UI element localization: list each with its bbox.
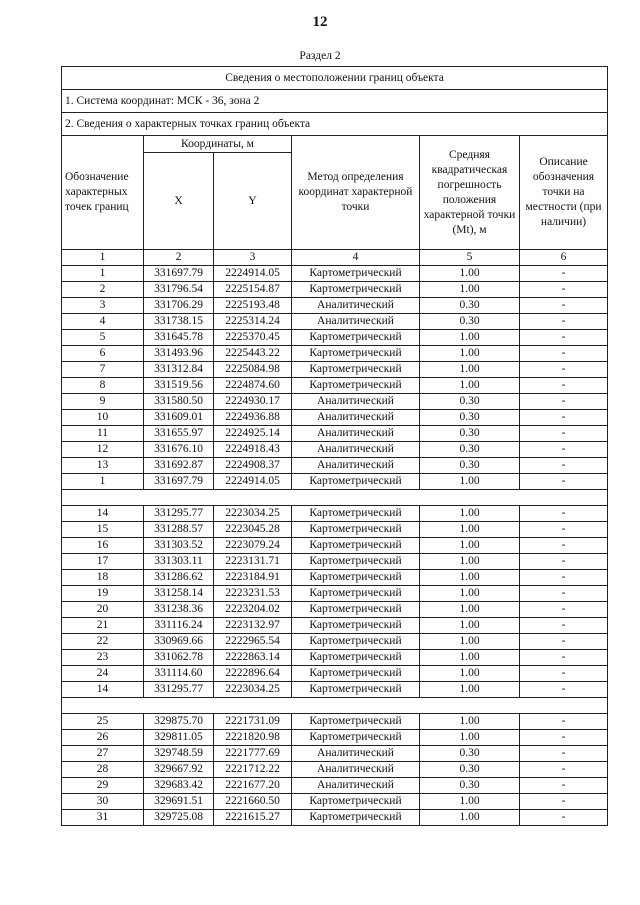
point-number-cell: 27 — [62, 746, 144, 762]
y-coordinate-cell: 2222965.54 — [214, 634, 292, 650]
x-coordinate-cell: 331238.36 — [144, 602, 214, 618]
column-number: 3 — [214, 250, 292, 266]
separator-cell — [62, 698, 608, 714]
table-row — [62, 650, 608, 666]
x-coordinate-cell: 329748.59 — [144, 746, 214, 762]
point-number-cell: 4 — [62, 314, 144, 330]
y-coordinate-cell: 2223184.91 — [214, 570, 292, 586]
y-coordinate-cell: 2223131.71 — [214, 554, 292, 570]
method-cell: Картометрический — [292, 586, 420, 602]
method-cell: Картометрический — [292, 650, 420, 666]
description-cell: - — [520, 314, 608, 330]
point-number-cell: 24 — [62, 666, 144, 682]
separator-cell — [62, 490, 608, 506]
table-row — [62, 570, 608, 586]
point-number-cell: 25 — [62, 714, 144, 730]
point-number-cell: 7 — [62, 362, 144, 378]
header-coordinates: Координаты, м — [144, 136, 292, 153]
point-number-cell: 11 — [62, 426, 144, 442]
description-cell: - — [520, 522, 608, 538]
method-cell: Картометрический — [292, 538, 420, 554]
table-row — [62, 362, 608, 378]
header-method: Метод определения координат характерной точки — [292, 136, 420, 250]
method-cell: Картометрический — [292, 730, 420, 746]
column-number: 2 — [144, 250, 214, 266]
header-accuracy: Средняя квадратическая погрешность положения характерной точки (Mt), м — [420, 136, 520, 250]
method-cell: Аналитический — [292, 458, 420, 474]
point-number-cell: 14 — [62, 506, 144, 522]
description-cell: - — [520, 458, 608, 474]
accuracy-cell: 1.00 — [420, 810, 520, 826]
y-coordinate-cell: 2224874.60 — [214, 378, 292, 394]
page-number: 12 — [312, 14, 328, 30]
y-coordinate-cell: 2221820.98 — [214, 730, 292, 746]
description-cell: - — [520, 778, 608, 794]
table-row — [62, 522, 608, 538]
x-coordinate-cell: 331295.77 — [144, 506, 214, 522]
table-row — [62, 298, 608, 314]
table-row — [62, 282, 608, 298]
y-coordinate-cell: 2224914.05 — [214, 266, 292, 282]
point-number-cell: 20 — [62, 602, 144, 618]
description-cell: - — [520, 330, 608, 346]
x-coordinate-cell: 331738.15 — [144, 314, 214, 330]
description-cell: - — [520, 746, 608, 762]
point-number-cell: 14 — [62, 682, 144, 698]
column-number: 6 — [520, 250, 608, 266]
x-coordinate-cell: 331609.01 — [144, 410, 214, 426]
point-number-cell: 17 — [62, 554, 144, 570]
accuracy-cell: 1.00 — [420, 602, 520, 618]
x-coordinate-cell: 331697.79 — [144, 474, 214, 490]
description-cell: - — [520, 346, 608, 362]
accuracy-cell: 1.00 — [420, 474, 520, 490]
x-coordinate-cell: 331796.54 — [144, 282, 214, 298]
description-cell: - — [520, 554, 608, 570]
y-coordinate-cell: 2221712.22 — [214, 762, 292, 778]
y-coordinate-cell: 2224930.17 — [214, 394, 292, 410]
table-row — [62, 746, 608, 762]
description-cell: - — [520, 762, 608, 778]
accuracy-cell: 1.00 — [420, 330, 520, 346]
x-coordinate-cell: 329875.70 — [144, 714, 214, 730]
method-cell: Картометрический — [292, 666, 420, 682]
description-cell: - — [520, 570, 608, 586]
header-description: Описание обозначения точки на местности (при наличии) — [520, 136, 608, 250]
y-coordinate-cell: 2221660.50 — [214, 794, 292, 810]
accuracy-cell: 0.30 — [420, 746, 520, 762]
accuracy-cell: 1.00 — [420, 682, 520, 698]
y-coordinate-cell: 2223079.24 — [214, 538, 292, 554]
point-number-cell: 2 — [62, 282, 144, 298]
table-row — [62, 602, 608, 618]
method-cell: Аналитический — [292, 410, 420, 426]
method-cell: Картометрический — [292, 554, 420, 570]
accuracy-cell: 0.30 — [420, 762, 520, 778]
column-number: 1 — [62, 250, 144, 266]
x-coordinate-cell: 330969.66 — [144, 634, 214, 650]
header-x: X — [144, 153, 214, 250]
column-number: 4 — [292, 250, 420, 266]
description-cell: - — [520, 410, 608, 426]
description-cell: - — [520, 298, 608, 314]
point-number-cell: 12 — [62, 442, 144, 458]
method-cell: Картометрический — [292, 634, 420, 650]
accuracy-cell: 1.00 — [420, 506, 520, 522]
accuracy-cell: 1.00 — [420, 666, 520, 682]
y-coordinate-cell: 2223034.25 — [214, 682, 292, 698]
x-coordinate-cell: 329725.08 — [144, 810, 214, 826]
method-cell: Картометрический — [292, 714, 420, 730]
y-coordinate-cell: 2222896.64 — [214, 666, 292, 682]
x-coordinate-cell: 331295.77 — [144, 682, 214, 698]
accuracy-cell: 1.00 — [420, 650, 520, 666]
x-coordinate-cell: 331580.50 — [144, 394, 214, 410]
method-cell: Картометрический — [292, 362, 420, 378]
column-number: 5 — [420, 250, 520, 266]
description-cell: - — [520, 426, 608, 442]
group-separator-row — [62, 490, 608, 506]
point-number-cell: 18 — [62, 570, 144, 586]
table-row — [62, 378, 608, 394]
method-cell: Аналитический — [292, 746, 420, 762]
x-coordinate-cell: 331676.10 — [144, 442, 214, 458]
table-row — [62, 554, 608, 570]
table-row — [62, 266, 608, 282]
table-row — [62, 778, 608, 794]
table-row — [62, 762, 608, 778]
method-cell: Картометрический — [292, 266, 420, 282]
table-row — [62, 618, 608, 634]
point-number-cell: 19 — [62, 586, 144, 602]
accuracy-cell: 1.00 — [420, 618, 520, 634]
point-number-cell: 23 — [62, 650, 144, 666]
table-row — [62, 410, 608, 426]
y-coordinate-cell: 2222863.14 — [214, 650, 292, 666]
y-coordinate-cell: 2224936.88 — [214, 410, 292, 426]
x-coordinate-cell: 331303.11 — [144, 554, 214, 570]
y-coordinate-cell: 2221677.20 — [214, 778, 292, 794]
method-cell: Картометрический — [292, 522, 420, 538]
point-number-cell: 21 — [62, 618, 144, 634]
point-number-cell: 9 — [62, 394, 144, 410]
accuracy-cell: 1.00 — [420, 346, 520, 362]
point-number-cell: 31 — [62, 810, 144, 826]
point-number-cell: 3 — [62, 298, 144, 314]
y-coordinate-cell: 2225084.98 — [214, 362, 292, 378]
x-coordinate-cell: 331116.24 — [144, 618, 214, 634]
table-row — [62, 810, 608, 826]
table-row — [62, 666, 608, 682]
y-coordinate-cell: 2223231.53 — [214, 586, 292, 602]
accuracy-cell: 0.30 — [420, 394, 520, 410]
point-number-cell: 29 — [62, 778, 144, 794]
point-number-cell: 6 — [62, 346, 144, 362]
x-coordinate-cell: 331114.60 — [144, 666, 214, 682]
description-cell: - — [520, 282, 608, 298]
description-cell: - — [520, 794, 608, 810]
point-number-cell: 5 — [62, 330, 144, 346]
x-coordinate-cell: 331312.84 — [144, 362, 214, 378]
x-coordinate-cell: 331493.96 — [144, 346, 214, 362]
y-coordinate-cell: 2223045.28 — [214, 522, 292, 538]
x-coordinate-cell: 331288.57 — [144, 522, 214, 538]
description-cell: - — [520, 362, 608, 378]
x-coordinate-cell: 331697.79 — [144, 266, 214, 282]
accuracy-cell: 1.00 — [420, 714, 520, 730]
x-coordinate-cell: 331303.52 — [144, 538, 214, 554]
table-row — [62, 346, 608, 362]
description-cell: - — [520, 378, 608, 394]
method-cell: Картометрический — [292, 682, 420, 698]
description-cell: - — [520, 586, 608, 602]
method-cell: Картометрический — [292, 346, 420, 362]
description-cell: - — [520, 666, 608, 682]
accuracy-cell: 1.00 — [420, 522, 520, 538]
accuracy-cell: 0.30 — [420, 458, 520, 474]
point-number-cell: 26 — [62, 730, 144, 746]
description-cell: - — [520, 602, 608, 618]
x-coordinate-cell: 329691.51 — [144, 794, 214, 810]
x-coordinate-cell: 331692.87 — [144, 458, 214, 474]
group-separator-row — [62, 698, 608, 714]
accuracy-cell: 1.00 — [420, 362, 520, 378]
x-coordinate-cell: 329667.92 — [144, 762, 214, 778]
points-title: 2. Сведения о характерных точках границ объекта — [62, 113, 608, 136]
description-cell: - — [520, 442, 608, 458]
point-number-cell: 22 — [62, 634, 144, 650]
method-cell: Картометрический — [292, 570, 420, 586]
description-cell: - — [520, 810, 608, 826]
method-cell: Аналитический — [292, 298, 420, 314]
point-number-cell: 28 — [62, 762, 144, 778]
table-row — [62, 442, 608, 458]
accuracy-cell: 1.00 — [420, 266, 520, 282]
method-cell: Аналитический — [292, 314, 420, 330]
method-cell: Аналитический — [292, 394, 420, 410]
method-cell: Картометрический — [292, 282, 420, 298]
table-row — [62, 730, 608, 746]
y-coordinate-cell: 2224908.37 — [214, 458, 292, 474]
description-cell: - — [520, 266, 608, 282]
y-coordinate-cell: 2221777.69 — [214, 746, 292, 762]
point-number-cell: 13 — [62, 458, 144, 474]
table-row — [62, 458, 608, 474]
y-coordinate-cell: 2221615.27 — [214, 810, 292, 826]
accuracy-cell: 0.30 — [420, 426, 520, 442]
y-coordinate-cell: 2221731.09 — [214, 714, 292, 730]
table-title: Сведения о местоположении границ объекта — [62, 67, 608, 90]
header-designation: Обозначение характерных точек границ — [62, 136, 144, 250]
y-coordinate-cell: 2225443.22 — [214, 346, 292, 362]
point-number-cell: 8 — [62, 378, 144, 394]
boundary-points-table — [61, 66, 608, 826]
x-coordinate-cell: 331062.78 — [144, 650, 214, 666]
y-coordinate-cell: 2225154.87 — [214, 282, 292, 298]
table-row — [62, 426, 608, 442]
table-row — [62, 682, 608, 698]
accuracy-cell: 1.00 — [420, 730, 520, 746]
table-row — [62, 538, 608, 554]
accuracy-cell: 0.30 — [420, 442, 520, 458]
method-cell: Аналитический — [292, 762, 420, 778]
table-row — [62, 330, 608, 346]
description-cell: - — [520, 682, 608, 698]
x-coordinate-cell: 331706.29 — [144, 298, 214, 314]
accuracy-cell: 1.00 — [420, 554, 520, 570]
x-coordinate-cell: 329811.05 — [144, 730, 214, 746]
accuracy-cell: 1.00 — [420, 794, 520, 810]
description-cell: - — [520, 730, 608, 746]
x-coordinate-cell: 331286.62 — [144, 570, 214, 586]
table-row — [62, 506, 608, 522]
y-coordinate-cell: 2225314.24 — [214, 314, 292, 330]
table-row — [62, 714, 608, 730]
description-cell: - — [520, 650, 608, 666]
table-row — [62, 394, 608, 410]
accuracy-cell: 1.00 — [420, 570, 520, 586]
x-coordinate-cell: 331519.56 — [144, 378, 214, 394]
point-number-cell: 1 — [62, 266, 144, 282]
point-number-cell: 15 — [62, 522, 144, 538]
description-cell: - — [520, 394, 608, 410]
y-coordinate-cell: 2225193.48 — [214, 298, 292, 314]
accuracy-cell: 1.00 — [420, 378, 520, 394]
table-row — [62, 586, 608, 602]
header-y: Y — [214, 153, 292, 250]
x-coordinate-cell: 331655.97 — [144, 426, 214, 442]
y-coordinate-cell: 2223034.25 — [214, 506, 292, 522]
table-row — [62, 474, 608, 490]
y-coordinate-cell: 2223204.02 — [214, 602, 292, 618]
table-row — [62, 314, 608, 330]
method-cell: Картометрический — [292, 810, 420, 826]
column-numbers-row — [62, 250, 608, 266]
description-cell: - — [520, 618, 608, 634]
description-cell: - — [520, 506, 608, 522]
point-number-cell: 10 — [62, 410, 144, 426]
accuracy-cell: 0.30 — [420, 298, 520, 314]
point-number-cell: 16 — [62, 538, 144, 554]
method-cell: Картометрический — [292, 506, 420, 522]
accuracy-cell: 1.00 — [420, 634, 520, 650]
description-cell: - — [520, 714, 608, 730]
point-number-cell: 30 — [62, 794, 144, 810]
section-label: Раздел 2 — [299, 50, 341, 62]
accuracy-cell: 1.00 — [420, 538, 520, 554]
description-cell: - — [520, 538, 608, 554]
description-cell: - — [520, 474, 608, 490]
y-coordinate-cell: 2223132.97 — [214, 618, 292, 634]
accuracy-cell: 1.00 — [420, 282, 520, 298]
accuracy-cell: 0.30 — [420, 778, 520, 794]
accuracy-cell: 1.00 — [420, 586, 520, 602]
x-coordinate-cell: 329683.42 — [144, 778, 214, 794]
table-row — [62, 634, 608, 650]
method-cell: Картометрический — [292, 794, 420, 810]
x-coordinate-cell: 331645.78 — [144, 330, 214, 346]
y-coordinate-cell: 2224914.05 — [214, 474, 292, 490]
y-coordinate-cell: 2225370.45 — [214, 330, 292, 346]
y-coordinate-cell: 2224918.43 — [214, 442, 292, 458]
method-cell: Аналитический — [292, 442, 420, 458]
accuracy-cell: 0.30 — [420, 410, 520, 426]
x-coordinate-cell: 331258.14 — [144, 586, 214, 602]
method-cell: Картометрический — [292, 474, 420, 490]
table-row — [62, 794, 608, 810]
description-cell: - — [520, 634, 608, 650]
point-number-cell: 1 — [62, 474, 144, 490]
method-cell: Аналитический — [292, 778, 420, 794]
method-cell: Картометрический — [292, 330, 420, 346]
y-coordinate-cell: 2224925.14 — [214, 426, 292, 442]
method-cell: Картометрический — [292, 602, 420, 618]
accuracy-cell: 0.30 — [420, 314, 520, 330]
method-cell: Картометрический — [292, 378, 420, 394]
method-cell: Аналитический — [292, 426, 420, 442]
coordinate-system: 1. Система координат: МСК - 36, зона 2 — [62, 90, 608, 113]
method-cell: Картометрический — [292, 618, 420, 634]
